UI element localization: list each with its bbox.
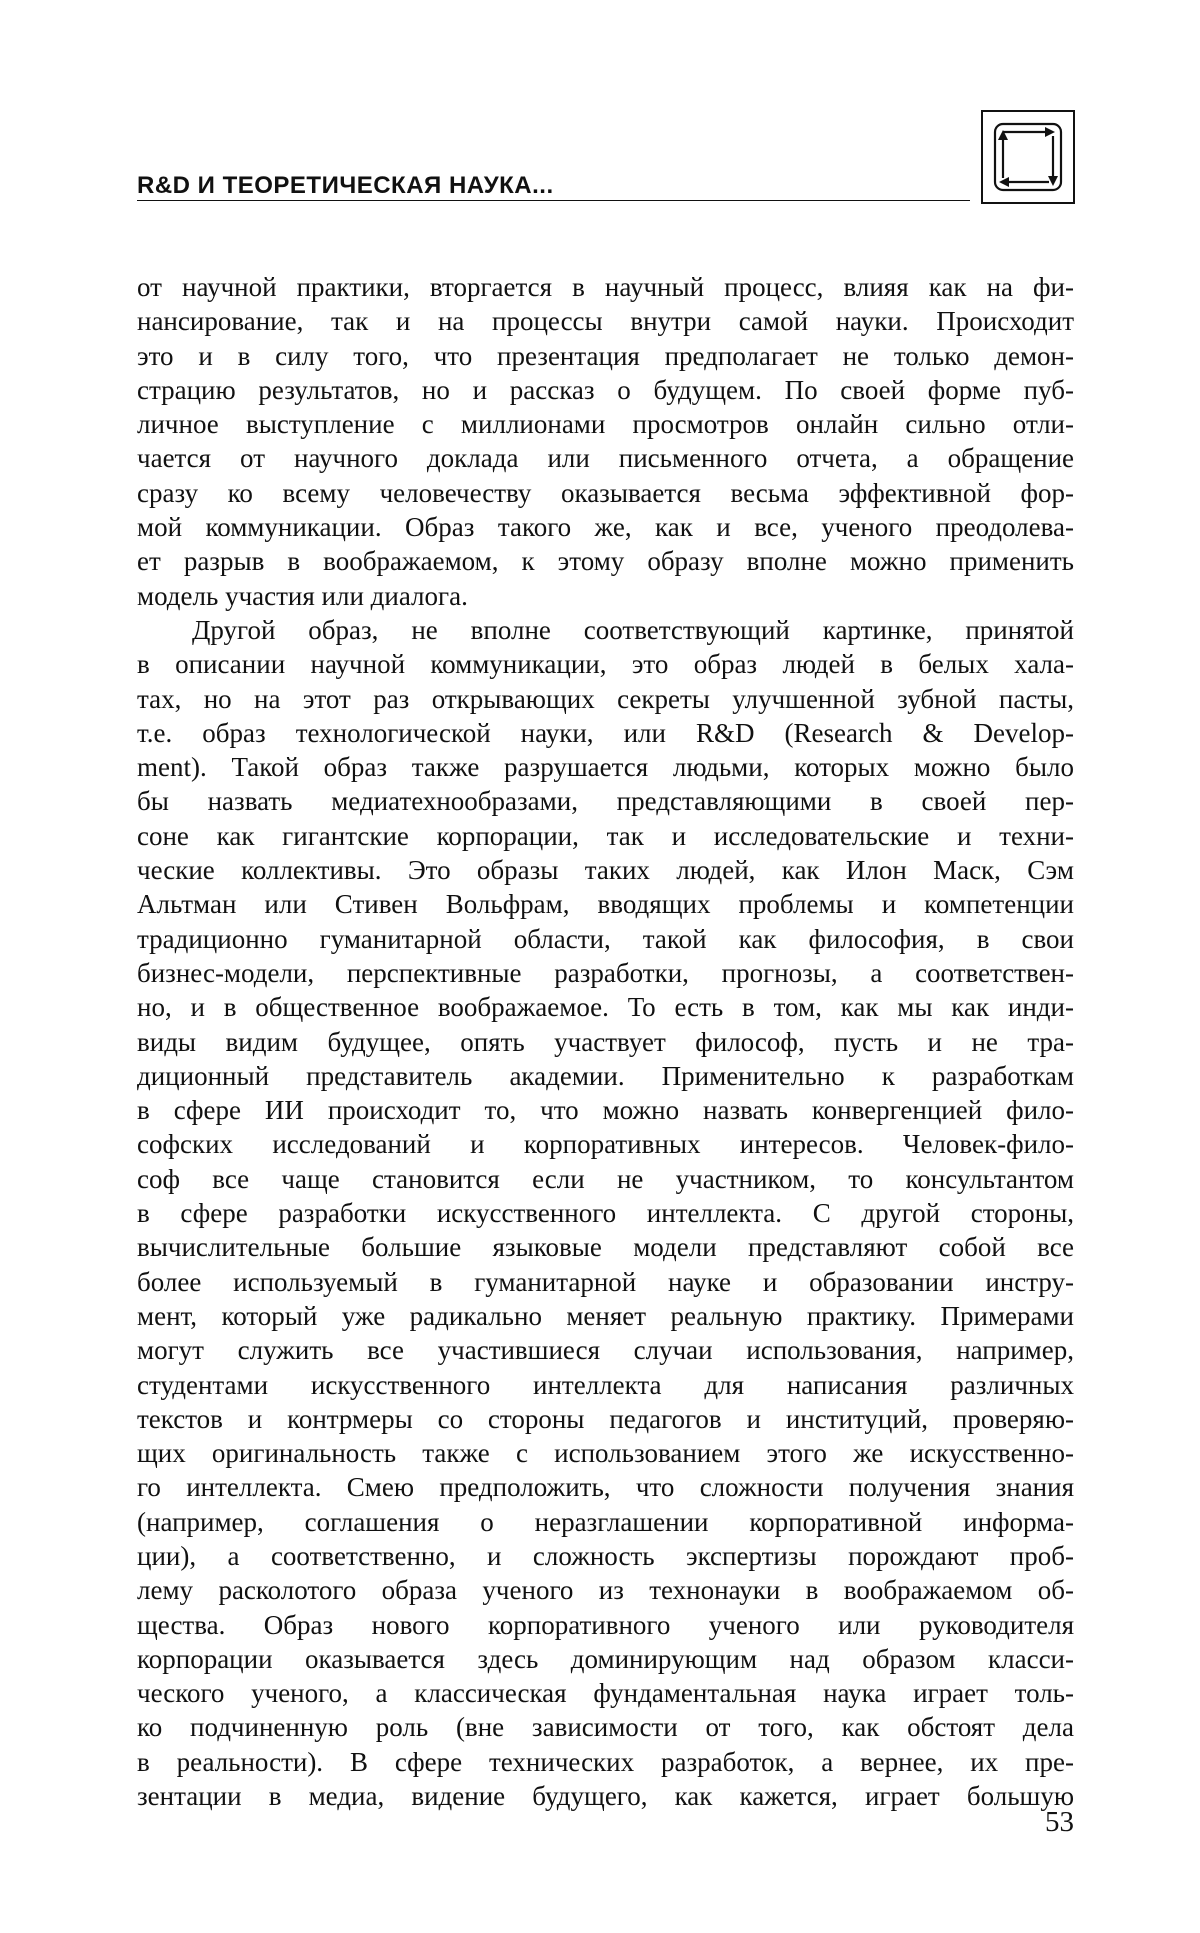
text-line: вычислительные большие языковые модели представляют собой все: [137, 1232, 1074, 1263]
text-line: ции), а соответственно, и сложность экспертизы порождают проб-: [137, 1540, 1074, 1571]
text-line: Другой образ, не вполне соответствующий картинке, принятой: [192, 614, 1074, 645]
text-line: в описании научной коммуникации, это образ людей в белых хала-: [137, 649, 1074, 680]
text-line: более используемый в гуманитарной науке и образовании инстру-: [137, 1266, 1074, 1297]
text-line: в сфере разработки искусственного интеллекта. С другой стороны,: [137, 1198, 1074, 1229]
text-line: тах, но на этот раз открывающих секреты улучшенной зубной пасты,: [137, 683, 1074, 714]
text-line: т.е. образ технологической науки, или R&D (Research & Develop-: [137, 717, 1074, 748]
text-line: бы назвать медиатехнообразами, представляющими в своей пер-: [137, 786, 1074, 817]
text-line: корпорации оказывается здесь доминирующим над образом класси-: [137, 1643, 1074, 1674]
header-rule: [137, 200, 970, 201]
text-line: студентами искусственного интеллекта для написания различных: [137, 1369, 1074, 1400]
text-line: модель участия или диалога.: [137, 580, 468, 611]
page-number: 53: [1045, 1806, 1074, 1838]
text-line: щих оригинальность также с использованием этого же искусственно-: [137, 1438, 1074, 1469]
text-line: диционный представитель академии. Применительно к разработкам: [137, 1060, 1074, 1091]
text-line: личное выступление с миллионами просмотров онлайн сильно отли-: [137, 409, 1074, 440]
text-line: го интеллекта. Смею предположить, что сложности получения знания: [137, 1472, 1074, 1503]
text-line: ко подчиненную роль (вне зависимости от того, как обстоят дела: [137, 1712, 1074, 1743]
text-line: чается от научного доклада или письменного отчета, а обращение: [137, 443, 1074, 474]
text-line: это и в силу того, что презентация предполагает не только демон-: [137, 340, 1074, 371]
running-head: R&D И ТЕОРЕТИЧЕСКАЯ НАУКА...: [137, 172, 554, 199]
text-line: бизнес-модели, перспективные разработки, прогнозы, а соответствен-: [137, 957, 1074, 988]
text-line: от научной практики, вторгается в научный процесс, влияя как на фи-: [137, 272, 1074, 302]
text-line: традиционно гуманитарной области, такой как философия, в свои: [137, 923, 1074, 954]
text-line: мент, который уже радикально меняет реальную практику. Примерами: [137, 1300, 1074, 1331]
text-line: ческие коллективы. Это образы таких людей, как Илон Маск, Сэм: [137, 855, 1074, 886]
body-text: [137, 270, 1074, 1813]
text-line: страцию результатов, но и рассказ о будущем. По своей форме пуб-: [137, 374, 1074, 405]
text-line: ment). Такой образ также разрушается людьми, которых можно было: [137, 752, 1074, 783]
text-line: сразу ко всему человечеству оказывается весьма эффективной фор-: [137, 477, 1074, 508]
text-line: могут служить все участившиеся случаи использования, например,: [137, 1335, 1074, 1366]
text-line: мой коммуникации. Образ такого же, как и все, ученого преодолева-: [137, 512, 1074, 543]
text-line: Альтман или Стивен Вольфрам, вводящих проблемы и компетенции: [137, 889, 1074, 920]
text-line: ческого ученого, а классическая фундаментальная наука играет толь-: [137, 1678, 1074, 1709]
text-line: виды видим будущее, опять участвует философ, пусть и не тра-: [137, 1026, 1074, 1057]
text-line: (например, соглашения о неразглашении корпоративной информа-: [137, 1506, 1074, 1537]
text-line: зентации в медиа, видение будущего, как кажется, играет большую: [137, 1781, 1074, 1812]
text-line: соф все чаще становится если не участником, то консультантом: [137, 1163, 1074, 1194]
text-line: нансирование, так и на процессы внутри самой науки. Происходит: [137, 306, 1074, 337]
text-line: но, и в общественное воображаемое. То есть в том, как мы как инди-: [137, 992, 1074, 1023]
text-line: щества. Образ нового корпоративного ученого или руководителя: [137, 1609, 1074, 1640]
text-line: текстов и контрмеры со стороны педагогов и институций, проверяю-: [137, 1403, 1074, 1434]
text-line: лему расколотого образа ученого из технонауки в воображаемом об-: [137, 1575, 1074, 1606]
text-line: софских исследований и корпоративных интересов. Человек-фило-: [137, 1129, 1074, 1160]
circular-arrows-icon: [981, 110, 1075, 204]
text-line: в реальности). В сфере технических разработок, а вернее, их пре-: [137, 1746, 1074, 1777]
text-line: соне как гигантские корпорации, так и исследовательские и техни-: [137, 820, 1074, 851]
text-line: ет разрыв в воображаемом, к этому образу вполне можно применить: [137, 546, 1074, 577]
text-line: в сфере ИИ происходит то, что можно назвать конвергенцией фило-: [137, 1095, 1074, 1126]
